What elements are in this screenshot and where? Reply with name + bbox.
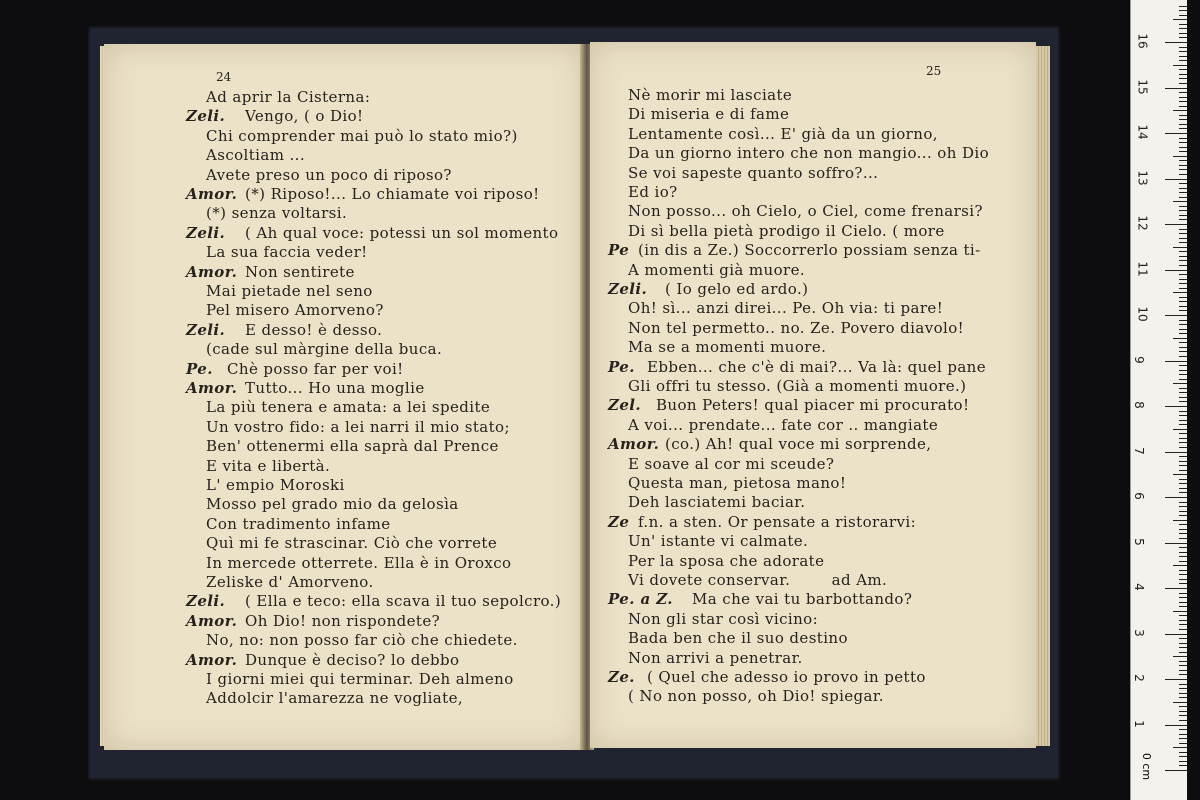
text-line: Ascoltiam ...: [206, 146, 306, 165]
text-line: Ed io?: [628, 183, 678, 201]
ruler-tick: [1179, 538, 1187, 539]
ruler-tick: [1179, 765, 1187, 766]
ruler-tick: [1179, 347, 1187, 348]
speaker-label: Zeli.: [186, 592, 226, 611]
ruler-tick: [1179, 529, 1187, 530]
text-line: Deh lasciatemi baciar.: [628, 493, 806, 512]
ruler-tick: [1179, 320, 1187, 321]
ruler-tick: [1179, 643, 1187, 644]
ruler-number: 15: [1135, 78, 1150, 95]
ruler-tick: [1179, 556, 1187, 557]
ruler-tick: [1179, 624, 1187, 625]
ruler-tick: [1173, 65, 1187, 66]
ruler-tick: [1179, 242, 1187, 243]
speaker-label: Amor.: [186, 611, 238, 630]
text-line: Un vostro fido: a lei narri il mio stato;: [206, 417, 510, 436]
text-line: Non arrivi a penetrar.: [628, 648, 803, 667]
ruler-tick: [1179, 147, 1187, 148]
ruler-tick: [1179, 729, 1187, 730]
speaker-label: Zel.: [608, 396, 642, 415]
ruler-tick: [1165, 88, 1187, 89]
ruler-tick: [1179, 138, 1187, 139]
ruler-tick: [1179, 579, 1187, 580]
ruler-tick: [1173, 338, 1187, 339]
ruler-tick: [1179, 397, 1187, 398]
right-page: [590, 42, 1036, 748]
ruler-tick: [1179, 684, 1187, 685]
speaker-label: Amor.: [608, 435, 660, 454]
ruler-tick: [1179, 324, 1187, 325]
ruler-tick: [1165, 179, 1187, 180]
ruler-tick: [1179, 274, 1187, 275]
ruler-tick: [1179, 392, 1187, 393]
ruler-tick: [1179, 124, 1187, 125]
ruler-tick: [1179, 279, 1187, 280]
ruler-tick: [1179, 461, 1187, 462]
ruler-tick: [1179, 256, 1187, 257]
ruler-tick: [1179, 761, 1187, 762]
text-line: Se voi sapeste quanto soffro?...: [628, 163, 879, 182]
ruler-tick: [1179, 511, 1187, 512]
ruler-number: 4: [1131, 583, 1146, 591]
ruler-number: 7: [1131, 446, 1146, 455]
ruler-tick: [1179, 6, 1187, 7]
text-line: Un' istante vi calmate.: [628, 532, 809, 551]
ruler-tick: [1179, 83, 1187, 84]
ruler-tick: [1173, 474, 1187, 475]
ruler-tick: [1165, 224, 1187, 225]
text-line: (co.) Ah! qual voce mi sorprende,: [665, 435, 932, 454]
ruler-tick: [1179, 160, 1187, 161]
text-line: f.n. a sten. Or pensate a ristorarvi:: [638, 512, 917, 531]
speaker-label: Ze: [608, 512, 630, 531]
text-line: (*) Riposo!... Lo chiamate voi riposo!: [245, 185, 540, 203]
ruler-number: 13: [1135, 169, 1150, 186]
text-line: Di sì bella pietà prodigo il Cielo. ( more: [628, 221, 945, 240]
ruler-tick: [1179, 192, 1187, 193]
text-line: Lentamente così... E' già da un giorno,: [628, 124, 938, 143]
ruler-tick: [1179, 297, 1187, 298]
ruler-tick: [1179, 638, 1187, 639]
text-line: Tutto... Ho una moglie: [245, 379, 425, 397]
left-page: [104, 44, 584, 750]
text-line: Ebben... che c'è di mai?... Va là: quel pane: [647, 357, 987, 376]
ruler-number: 8: [1131, 401, 1146, 409]
text-line: ( Ah qual voce: potessi un sol momento: [245, 223, 559, 242]
ruler-tick: [1179, 693, 1187, 694]
ruler-tick: [1179, 169, 1187, 170]
ruler-tick: [1179, 206, 1187, 207]
ruler-tick: [1179, 97, 1187, 98]
ruler-tick: [1179, 442, 1187, 443]
ruler-tick: [1173, 383, 1187, 384]
ruler-tick: [1179, 756, 1187, 757]
ruler-tick: [1179, 492, 1187, 493]
ruler-tick: [1173, 747, 1187, 748]
ruler-tick: [1179, 288, 1187, 289]
ruler-tick: [1165, 406, 1187, 407]
ruler-tick: [1165, 270, 1187, 271]
ruler-tick: [1179, 470, 1187, 471]
text-line: Vi dovete conservar. ad Am.: [628, 571, 888, 589]
speaker-label: Pe. a Z.: [608, 590, 673, 609]
text-line: Di miseria e di fame: [628, 105, 790, 124]
ruler-tick: [1179, 174, 1187, 175]
ruler-tick: [1179, 752, 1187, 753]
ruler-tick: [1179, 283, 1187, 284]
text-line: Pel misero Amorveno?: [206, 301, 384, 320]
ruler-tick: [1165, 634, 1187, 635]
text-line: E desso! è desso.: [245, 320, 383, 339]
ruler-tick: [1179, 229, 1187, 230]
ruler-tick: [1165, 315, 1187, 316]
ruler-tick: [1173, 429, 1187, 430]
ruler-tick: [1179, 69, 1187, 70]
ruler-tick: [1165, 679, 1187, 680]
text-line: ( Quel che adesso io provo in petto: [647, 668, 926, 686]
ruler-tick: [1179, 265, 1187, 266]
text-line: Ma se a momenti muore.: [628, 338, 827, 357]
ruler-tick: [1173, 156, 1187, 157]
ruler-tick: [1179, 433, 1187, 434]
ruler-tick: [1173, 520, 1187, 521]
ruler-tick: [1179, 388, 1187, 389]
ruler-number: 11: [1135, 260, 1150, 277]
ruler-tick: [1179, 711, 1187, 712]
ruler-tick: [1179, 447, 1187, 448]
ruler-tick: [1179, 306, 1187, 307]
ruler-tick: [1179, 743, 1187, 744]
text-line: Con tradimento infame: [206, 514, 391, 533]
text-line: A voi... prendate... fate cor .. mangiate: [628, 415, 939, 434]
text-line: Non tel permetto.. no. Ze. Povero diavolo!: [628, 318, 965, 337]
ruler-tick: [1179, 197, 1187, 198]
text-line: Vengo, ( o Dio!: [245, 107, 364, 126]
text-line: Ad aprir la Cisterna:: [206, 88, 371, 106]
ruler-tick: [1165, 133, 1187, 134]
ruler-tick: [1179, 365, 1187, 366]
ruler-tick: [1179, 661, 1187, 662]
ruler-tick: [1179, 342, 1187, 343]
ruler-tick: [1179, 652, 1187, 653]
ruler-tick: [1179, 465, 1187, 466]
text-line: (in dis a Ze.) Soccorrerlo possiam senza ti-: [638, 241, 981, 260]
speaker-label: Pe: [608, 241, 630, 260]
ruler-tick: [1179, 734, 1187, 735]
text-line: ( Io gelo ed ardo.): [665, 280, 809, 298]
text-line: ( No non posso, oh Dio! spiegar.: [628, 687, 884, 706]
text-line: L' empio Moroski: [206, 476, 345, 494]
ruler-tick: [1179, 188, 1187, 189]
page-number-left: 24: [216, 70, 232, 84]
ruler-tick: [1165, 361, 1187, 362]
ruler-tick: [1179, 524, 1187, 525]
ruler-tick: [1179, 301, 1187, 302]
ruler-tick: [1179, 60, 1187, 61]
ruler-tick: [1173, 292, 1187, 293]
ruler-tick: [1179, 547, 1187, 548]
text-line: Zeliske d' Amorveno.: [206, 573, 374, 591]
ruler-tick: [1179, 606, 1187, 607]
ruler-tick: [1179, 15, 1187, 16]
ruler-tick: [1179, 483, 1187, 484]
text-line: Oh! sì... anzi direi... Pe. Oh via: ti pare!: [628, 299, 944, 318]
ruler-tick: [1179, 74, 1187, 75]
text-line: Chè posso far per voi!: [227, 359, 404, 378]
ruler-tick: [1179, 165, 1187, 166]
ruler-tick: [1179, 401, 1187, 402]
ruler-tick: [1179, 665, 1187, 666]
ruler-tick: [1179, 570, 1187, 571]
ruler-tick: [1173, 247, 1187, 248]
ruler-tick: [1179, 424, 1187, 425]
ruler-tick: [1179, 92, 1187, 93]
text-line: Gli offri tu stesso. (Già a momenti muore.): [628, 377, 967, 395]
text-line: Dunque è deciso? lo debbo: [245, 650, 460, 669]
ruler-tick: [1179, 674, 1187, 675]
text-line: Per la sposa che adorate: [628, 551, 825, 570]
ruler-tick: [1173, 702, 1187, 703]
ruler-tick: [1173, 19, 1187, 20]
right-page-text: [590, 42, 1036, 748]
text-line: Ma che vai tu barbottando?: [692, 590, 913, 609]
ruler-tick: [1179, 583, 1187, 584]
text-line: Mosso pel grado mio da gelosìa: [206, 495, 459, 514]
ruler-tick: [1179, 310, 1187, 311]
speaker-label: Ze.: [608, 668, 635, 686]
ruler-tick: [1179, 215, 1187, 216]
ruler-tick: [1179, 33, 1187, 34]
ruler-tick: [1179, 142, 1187, 143]
text-line: Buon Peters! qual piacer mi procurato!: [656, 396, 970, 415]
text-line: ( Ella e teco: ella scava il tuo sepolcro.): [245, 592, 562, 611]
ruler-tick: [1173, 201, 1187, 202]
ruler-tick: [1179, 670, 1187, 671]
text-line: (*) senza voltarsi.: [206, 204, 348, 223]
ruler-tick: [1179, 379, 1187, 380]
ruler-tick: [1179, 552, 1187, 553]
ruler-tick: [1179, 574, 1187, 575]
left-page-text: [104, 44, 584, 750]
ruler-tick: [1179, 506, 1187, 507]
ruler-tick: [1179, 151, 1187, 152]
ruler-number: 12: [1135, 215, 1150, 231]
ruler-tick: [1179, 374, 1187, 375]
ruler-tick: [1165, 770, 1187, 771]
ruler-tick: [1179, 593, 1187, 594]
text-line: Non posso... oh Cielo, o Ciel, come frenarsi?: [628, 202, 983, 221]
text-line: Nè morir mi lasciate: [628, 86, 793, 104]
ruler-tick: [1179, 260, 1187, 261]
text-line: Non sentirete: [245, 262, 355, 281]
ruler-tick: [1179, 502, 1187, 503]
ruler-tick: [1179, 647, 1187, 648]
text-line: La più tenera e amata: a lei spedite: [206, 398, 491, 417]
ruler-tick: [1179, 688, 1187, 689]
speaker-label: Zeli.: [186, 223, 226, 242]
ruler-number: 2: [1131, 674, 1146, 682]
ruler-tick: [1179, 629, 1187, 630]
ruler-tick: [1165, 543, 1187, 544]
ruler-tick: [1179, 251, 1187, 252]
ruler-tick: [1179, 56, 1187, 57]
ruler-tick: [1179, 533, 1187, 534]
text-line: I giorni miei qui terminar. Deh almeno: [206, 670, 514, 688]
text-line: In mercede otterrete. Ella è in Oroxco: [206, 553, 512, 572]
ruler-tick: [1173, 611, 1187, 612]
ruler-tick: [1179, 720, 1187, 721]
ruler-tick: [1179, 28, 1187, 29]
speaker-label: Pe.: [186, 359, 213, 378]
ruler-tick: [1179, 183, 1187, 184]
ruler-tick: [1173, 656, 1187, 657]
text-line: E soave al cor mi sceude?: [628, 454, 835, 473]
ruler-tick: [1165, 588, 1187, 589]
speaker-label: Amor.: [186, 379, 238, 397]
measurement-ruler: [1130, 0, 1187, 800]
ruler-tick: [1179, 233, 1187, 234]
text-line: Bada ben che il suo destino: [628, 629, 848, 648]
ruler-tick: [1165, 452, 1187, 453]
ruler-number: 14: [1135, 124, 1150, 140]
ruler-tick: [1179, 738, 1187, 739]
ruler-tick: [1179, 479, 1187, 480]
speaker-label: Amor.: [186, 262, 238, 281]
ruler-tick: [1165, 725, 1187, 726]
text-line: Chi comprender mai può lo stato mio?): [206, 126, 518, 145]
ruler-tick: [1179, 356, 1187, 357]
ruler-number: 9: [1131, 355, 1146, 364]
ruler-number: 6: [1131, 492, 1146, 500]
text-line: Addolcir l'amarezza ne vogliate,: [206, 689, 464, 708]
speaker-label: Zeli.: [186, 107, 226, 126]
ruler-tick: [1179, 697, 1187, 698]
text-line: E vita e libertà.: [206, 456, 331, 475]
ruler-tick: [1179, 24, 1187, 25]
ruler-number: 1: [1131, 719, 1146, 728]
speaker-label: Zeli.: [186, 320, 226, 339]
ruler-tick: [1179, 411, 1187, 412]
ruler-tick: [1179, 438, 1187, 439]
ruler-number: 10: [1135, 306, 1150, 322]
ruler-tick: [1179, 329, 1187, 330]
ruler-tick: [1179, 101, 1187, 102]
text-line: Avete preso un poco di riposo?: [206, 165, 452, 184]
ruler-tick: [1179, 615, 1187, 616]
page-number-right: 25: [926, 64, 942, 78]
ruler-tick: [1179, 238, 1187, 239]
ruler-number: 5: [1131, 537, 1146, 546]
ruler-tick: [1179, 488, 1187, 489]
ruler-tick: [1179, 106, 1187, 107]
text-line: Ben' ottenermi ella saprà dal Prence: [206, 437, 499, 456]
ruler-tick: [1173, 565, 1187, 566]
ruler-tick: [1179, 620, 1187, 621]
text-line: Non gli star così vicino:: [628, 609, 819, 628]
ruler-tick: [1179, 115, 1187, 116]
speaker-label: Amor.: [186, 185, 238, 203]
ruler-number: 3: [1131, 628, 1146, 637]
speaker-label: Amor.: [186, 650, 238, 669]
ruler-tick: [1179, 351, 1187, 352]
ruler-tick: [1165, 42, 1187, 43]
text-line: La sua faccia veder!: [206, 243, 368, 262]
ruler-tick: [1179, 119, 1187, 120]
ruler-tick: [1179, 370, 1187, 371]
text-line: Questa man, pietosa mano!: [628, 474, 847, 492]
ruler-tick: [1179, 78, 1187, 79]
ruler-tick: [1179, 706, 1187, 707]
ruler-tick: [1179, 37, 1187, 38]
ruler-tick: [1179, 47, 1187, 48]
ruler-tick: [1179, 415, 1187, 416]
text-line: Da un giorno intero che non mangio... oh Dio: [628, 144, 990, 163]
ruler-number: 16: [1135, 33, 1150, 49]
ruler-tick: [1179, 515, 1187, 516]
ruler-tick: [1179, 456, 1187, 457]
ruler-tick: [1179, 128, 1187, 129]
text-line: Quì mi fe strascinar. Ciò che vorrete: [206, 534, 498, 553]
ruler-tick: [1179, 715, 1187, 716]
ruler-tick: [1179, 333, 1187, 334]
ruler-tick: [1179, 210, 1187, 211]
text-line: A momenti già muore.: [628, 260, 806, 279]
ruler-tick: [1179, 420, 1187, 421]
ruler-tick: [1179, 10, 1187, 11]
text-line: Mai pietade nel seno: [206, 282, 373, 300]
ruler-tick: [1179, 597, 1187, 598]
text-line: (cade sul màrgine della buca.: [206, 340, 443, 359]
ruler-tick: [1179, 561, 1187, 562]
speaker-label: Pe.: [608, 357, 635, 376]
ruler-tick: [1173, 110, 1187, 111]
text-line: No, no: non posso far ciò che chiedete.: [206, 631, 518, 650]
speaker-label: Zeli.: [608, 280, 648, 298]
ruler-unit-label: 0 cm: [1140, 752, 1154, 781]
ruler-tick: [1179, 219, 1187, 220]
ruler-tick: [1179, 602, 1187, 603]
ruler-tick: [1165, 497, 1187, 498]
ruler-tick: [1179, 51, 1187, 52]
text-line: Oh Dio! non rispondete?: [245, 611, 441, 630]
